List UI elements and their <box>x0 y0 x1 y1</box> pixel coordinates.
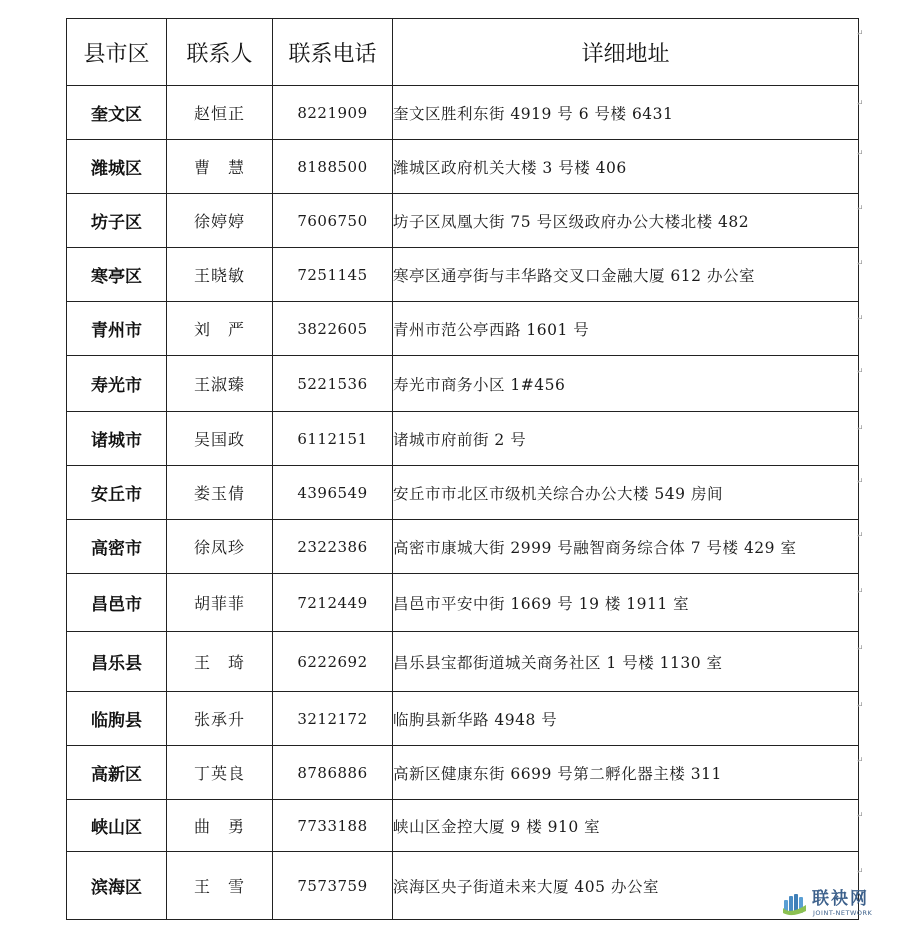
paragraph-mark-icon: ↵ <box>856 204 864 214</box>
cell-phone: 8188500 <box>273 140 393 194</box>
cell-district: 奎文区 <box>67 86 167 140</box>
cell-contact: 赵恒正 <box>167 86 273 140</box>
cell-address: 潍城区政府机关大楼 3 号楼 406 <box>393 140 859 194</box>
watermark-subtitle: JOINT-NETWORK <box>813 909 873 917</box>
table-row <box>67 852 859 920</box>
paragraph-mark-icon: ↵ <box>856 811 864 821</box>
watermark <box>782 889 894 923</box>
cell-address: 临朐县新华路 4948 号 <box>393 692 859 746</box>
watermark-logo-icon <box>782 891 808 917</box>
cell-district: 峡山区 <box>67 800 167 852</box>
cell-phone: 3212172 <box>273 692 393 746</box>
cell-phone: 7733188 <box>273 800 393 852</box>
cell-contact: 徐婷婷 <box>167 194 273 248</box>
cell-district: 临朐县 <box>67 692 167 746</box>
table-row <box>67 632 859 692</box>
table-row <box>67 412 859 466</box>
cell-address: 奎文区胜利东街 4919 号 6 号楼 6431 <box>393 86 859 140</box>
cell-address: 高密市康城大街 2999 号融智商务综合体 7 号楼 429 室 <box>393 520 859 574</box>
paragraph-mark-icon: ↵ <box>856 149 864 159</box>
cell-district: 昌乐县 <box>67 632 167 692</box>
table-row <box>67 466 859 520</box>
cell-phone: 7573759 <box>273 852 393 920</box>
cell-address: 安丘市市北区市级机关综合办公大楼 549 房间 <box>393 466 859 520</box>
cell-phone: 7606750 <box>273 194 393 248</box>
table-header-row <box>67 19 859 86</box>
cell-contact: 吴国政 <box>167 412 273 466</box>
cell-district: 滨海区 <box>67 852 167 920</box>
cell-contact: 王 雪 <box>167 852 273 920</box>
paragraph-mark-icon: ↵ <box>856 99 864 109</box>
watermark-title: 联袂网 <box>812 889 869 909</box>
table-row <box>67 86 859 140</box>
cell-address: 峡山区金控大厦 9 楼 910 室 <box>393 800 859 852</box>
table-row <box>67 574 859 632</box>
cell-phone: 4396549 <box>273 466 393 520</box>
header-contact: 联系人 <box>167 19 273 86</box>
cell-contact: 王淑臻 <box>167 356 273 412</box>
cell-contact: 王 琦 <box>167 632 273 692</box>
cell-district: 潍城区 <box>67 140 167 194</box>
paragraph-mark-icon: ↵ <box>856 29 864 39</box>
paragraph-mark-icon: ↵ <box>856 531 864 541</box>
cell-address: 诸城市府前街 2 号 <box>393 412 859 466</box>
contact-table <box>66 18 859 920</box>
cell-address: 寒亭区通亭街与丰华路交叉口金融大厦 612 办公室 <box>393 248 859 302</box>
cell-district: 寿光市 <box>67 356 167 412</box>
paragraph-mark-icon: ↵ <box>856 756 864 766</box>
table-row <box>67 800 859 852</box>
cell-address: 寿光市商务小区 1#456 <box>393 356 859 412</box>
paragraph-mark-icon: ↵ <box>856 867 864 877</box>
table-row <box>67 746 859 800</box>
header-phone: 联系电话 <box>273 19 393 86</box>
table-row <box>67 194 859 248</box>
table-row <box>67 356 859 412</box>
cell-address: 坊子区凤凰大街 75 号区级政府办公大楼北楼 482 <box>393 194 859 248</box>
cell-contact: 刘 严 <box>167 302 273 356</box>
cell-district: 寒亭区 <box>67 248 167 302</box>
header-address: 详细地址 <box>393 19 859 86</box>
paragraph-mark-icon: ↵ <box>856 701 864 711</box>
cell-district: 安丘市 <box>67 466 167 520</box>
cell-address: 青州市范公亭西路 1601 号 <box>393 302 859 356</box>
cell-district: 青州市 <box>67 302 167 356</box>
cell-contact: 张承升 <box>167 692 273 746</box>
cell-district: 高密市 <box>67 520 167 574</box>
table-body <box>67 86 859 920</box>
paragraph-mark-icon: ↵ <box>856 644 864 654</box>
cell-address: 昌邑市平安中街 1669 号 19 楼 1911 室 <box>393 574 859 632</box>
table-row <box>67 692 859 746</box>
cell-contact: 胡菲菲 <box>167 574 273 632</box>
cell-contact: 曲 勇 <box>167 800 273 852</box>
cell-contact: 徐凤珍 <box>167 520 273 574</box>
cell-phone: 2322386 <box>273 520 393 574</box>
cell-district: 坊子区 <box>67 194 167 248</box>
cell-phone: 3822605 <box>273 302 393 356</box>
paragraph-mark-icon: ↵ <box>856 259 864 269</box>
table-row <box>67 248 859 302</box>
cell-contact: 王晓敏 <box>167 248 273 302</box>
cell-contact: 丁英良 <box>167 746 273 800</box>
paragraph-mark-icon: ↵ <box>856 477 864 487</box>
header-district: 县市区 <box>67 19 167 86</box>
cell-address: 高新区健康东街 6699 号第二孵化器主楼 311 <box>393 746 859 800</box>
cell-phone: 8786886 <box>273 746 393 800</box>
cell-contact: 娄玉倩 <box>167 466 273 520</box>
paragraph-mark-icon: ↵ <box>856 314 864 324</box>
cell-district: 诸城市 <box>67 412 167 466</box>
cell-phone: 7212449 <box>273 574 393 632</box>
cell-contact: 曹 慧 <box>167 140 273 194</box>
cell-phone: 6222692 <box>273 632 393 692</box>
table-row <box>67 520 859 574</box>
paragraph-mark-icon: ↵ <box>856 587 864 597</box>
cell-district: 昌邑市 <box>67 574 167 632</box>
cell-district: 高新区 <box>67 746 167 800</box>
table-row <box>67 140 859 194</box>
cell-address: 滨海区央子街道未来大厦 405 办公室 <box>393 852 859 920</box>
cell-phone: 5221536 <box>273 356 393 412</box>
table-row <box>67 302 859 356</box>
cell-phone: 8221909 <box>273 86 393 140</box>
cell-phone: 7251145 <box>273 248 393 302</box>
cell-address: 昌乐县宝都街道城关商务社区 1 号楼 1130 室 <box>393 632 859 692</box>
cell-phone: 6112151 <box>273 412 393 466</box>
paragraph-mark-icon: ↵ <box>856 424 864 434</box>
paragraph-mark-icon: ↵ <box>856 367 864 377</box>
